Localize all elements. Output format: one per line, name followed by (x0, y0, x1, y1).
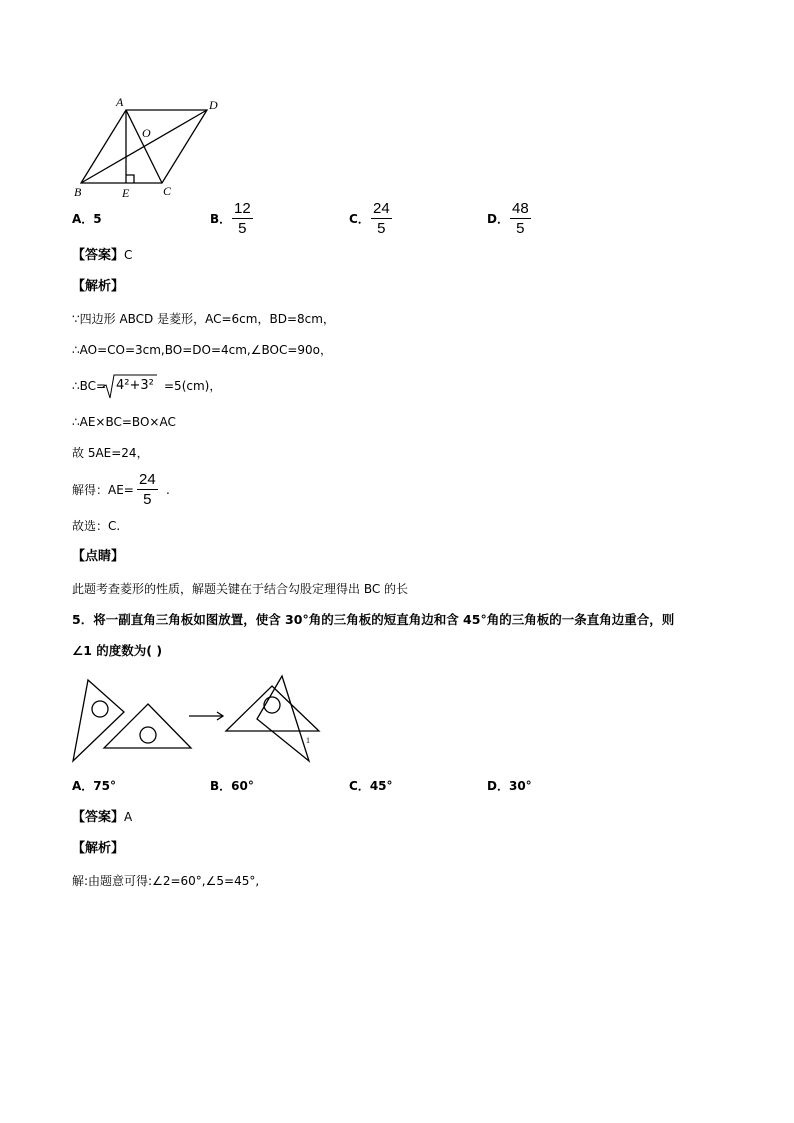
combined-hole (264, 697, 280, 713)
numerator: 12 (234, 200, 251, 217)
q4-option-c-letter[interactable]: C． (349, 212, 370, 226)
denominator: 5 (377, 220, 386, 237)
answer-value: A (124, 810, 133, 824)
denominator: 5 (238, 220, 247, 237)
left-45-hole (140, 727, 156, 743)
label-c: C (163, 184, 172, 198)
denominator: 5 (143, 491, 152, 508)
option-letter: D． (487, 779, 509, 793)
label-a: A (116, 95, 124, 109)
q4-line-6-prefix: 解得：AE= (72, 483, 134, 497)
denominator: 5 (516, 220, 525, 237)
option-value: 45° (369, 779, 393, 793)
q4-line-3-suffix: =5(cm)， (164, 379, 222, 393)
label-b: B (74, 185, 82, 199)
answer-label: 【答案】 (72, 248, 125, 263)
q4-comment: 此题考查菱形的性质，解题关键在于结合勾股定理得出 BC 的长 (72, 582, 409, 596)
left-30-triangle (73, 680, 124, 761)
q5-stem-line-1: 5．将一副直角三角板如图放置，使含 30°角的三角板的短直角边和含 45°角的三角板的一条直角边重合，则 (72, 612, 675, 627)
q4-comment-label: 【点睛】 (72, 549, 125, 564)
q5-stem-line-2: ∠1 的度数为( ) (72, 643, 163, 658)
q4-option-d-letter[interactable]: D． (487, 212, 509, 226)
q5-option-a[interactable] (72, 780, 116, 792)
q5-option-b[interactable] (210, 780, 254, 792)
left-45-triangle (104, 704, 191, 748)
q5-option-c[interactable] (349, 780, 393, 792)
left-30-hole (92, 701, 108, 717)
q4-line-4: ∴AE×BC=BO×AC (72, 415, 176, 429)
label-o: O (142, 126, 151, 140)
option-value: 30° (508, 779, 532, 793)
q4-line-6-suffix: . (166, 483, 170, 497)
q4-line-5: 故 5AE=24， (72, 446, 149, 460)
combined-30-triangle (257, 676, 309, 761)
q4-line-7: 故选：C. (72, 519, 121, 533)
option-value: 5 (93, 212, 102, 226)
label-e: E (122, 186, 130, 200)
q4-line-3-prefix: ∴BC= (72, 379, 107, 393)
answer-value: C (124, 248, 133, 262)
q4-line-3-radicand: 4²+3² (116, 378, 154, 393)
numerator: 24 (139, 471, 156, 488)
q4-line-2: ∴AO=CO=3cm,BO=DO=4cm,∠BOC=90o， (72, 343, 333, 357)
q5-option-d[interactable] (487, 780, 532, 792)
q4-option-b-letter[interactable]: B． (210, 212, 232, 226)
q5-analysis-label: 【解析】 (72, 841, 125, 856)
option-value: 75° (93, 779, 116, 793)
option-letter: A． (72, 212, 94, 226)
answer-label: 【答案】 (72, 810, 125, 825)
label-d: D (209, 98, 218, 112)
numerator: 48 (512, 200, 529, 217)
q4-analysis-label: 【解析】 (72, 279, 125, 294)
numerator: 24 (373, 200, 390, 217)
option-letter: A． (72, 779, 94, 793)
q5-answer (72, 811, 132, 824)
q5-analysis: 解:由题意可得:∠2=60°,∠5=45°, (72, 874, 260, 888)
option-letter: C． (349, 779, 370, 793)
angle-1-label: 1 (306, 736, 310, 745)
option-value: 60° (231, 779, 254, 793)
option-letter: B． (210, 779, 232, 793)
q4-line-1: ∵四边形 ABCD 是菱形，AC=6cm，BD=8cm， (72, 312, 335, 326)
